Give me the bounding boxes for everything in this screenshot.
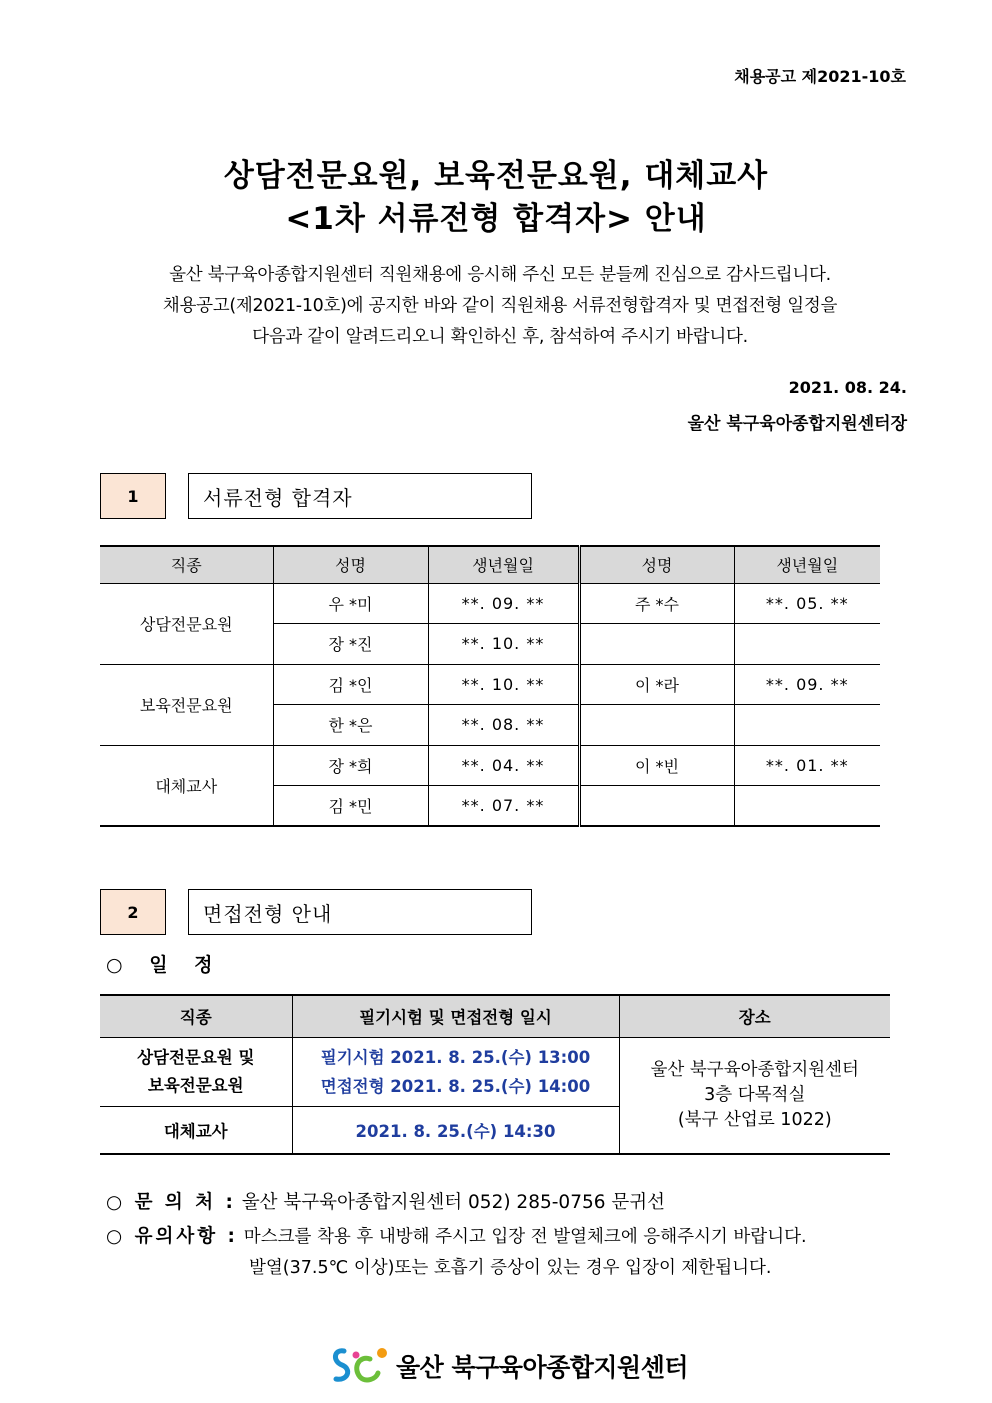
applicant-name: 장 *희 <box>273 745 428 786</box>
birth-date: **. 10. ** <box>428 624 579 665</box>
intro-line: 다음과 같이 알려드리오니 확인하신 후, 참석하여 주시기 바랍니다. <box>252 327 748 347</box>
center-logo-text: 울산 북구육아종합지원센터 <box>396 1353 689 1382</box>
column-header: 직종 <box>100 995 292 1037</box>
precautions-line: 발열(37.5℃ 이상)또는 호흡기 증상이 있는 경우 입장이 제한됩니다. <box>249 1258 772 1278</box>
column-header: 직종 <box>100 546 273 583</box>
table-row <box>100 745 880 786</box>
schedule-time <box>292 1037 619 1106</box>
written-test-time: 필기시험 2021. 8. 25.(수) 13:00 <box>320 1047 591 1067</box>
job-category-line: 보육전문요원 <box>147 1075 244 1095</box>
page-subtitle: <1차 서류전형 합격자> 안내 <box>285 201 707 237</box>
birth-date <box>734 786 880 827</box>
job-category <box>100 1037 292 1106</box>
section-title: 면접전형 안내 <box>188 889 532 935</box>
schedule-label: ○ 일 정 <box>106 954 223 976</box>
table-header-row <box>100 546 880 583</box>
contact-value: 울산 북구육아종합지원센터 052) 285-0756 문귀선 <box>241 1192 665 1213</box>
venue-line: 3층 다목적실 <box>704 1084 806 1105</box>
contact-label: ○ 문 의 처 : <box>106 1192 236 1213</box>
contact-info <box>106 1188 665 1214</box>
precautions <box>106 1222 807 1248</box>
intro-line: 채용공고(제2021-10호)에 공지한 바와 같이 직원채용 서류전형합격자 및 면접전형 일정을 <box>162 296 838 316</box>
applicant-name <box>579 624 734 665</box>
column-header: 성명 <box>579 546 734 583</box>
job-category-line: 상담전문요원 및 <box>137 1047 255 1067</box>
applicant-name: 우 *미 <box>273 583 428 624</box>
issuer: 울산 북구육아종합지원센터장 <box>687 414 907 434</box>
venue-line: 울산 북구육아종합지원센터 <box>650 1059 859 1080</box>
venue <box>619 1037 890 1154</box>
column-header: 성명 <box>273 546 428 583</box>
column-header: 생년월일 <box>734 546 880 583</box>
column-header: 생년월일 <box>428 546 579 583</box>
birth-date: **. 08. ** <box>428 705 579 746</box>
interview-time: 면접전형 2021. 8. 25.(수) 14:00 <box>320 1076 591 1096</box>
job-category: 대체교사 <box>100 1106 292 1154</box>
interview-schedule-table <box>100 994 890 1155</box>
venue-line: (북구 산업로 1022) <box>677 1109 832 1130</box>
table-row <box>100 583 880 624</box>
precautions-line: 마스크를 착용 후 내방해 주시고 입장 전 발열체크에 응해주시기 바랍니다. <box>243 1227 807 1247</box>
notice-number: 채용공고 제2021-10호 <box>734 67 906 86</box>
page-title: 상담전문요원, 보육전문요원, 대체교사 <box>223 158 769 194</box>
table-row <box>100 664 880 705</box>
applicant-name: 한 *은 <box>273 705 428 746</box>
intro-paragraph <box>0 260 992 353</box>
applicant-name: 김 *민 <box>273 786 428 827</box>
birth-date: **. 07. ** <box>428 786 579 827</box>
applicant-name: 장 *진 <box>273 624 428 665</box>
column-header: 장소 <box>619 995 890 1037</box>
birth-date: **. 04. ** <box>428 745 579 786</box>
birth-date: **. 09. ** <box>428 583 579 624</box>
job-category: 대체교사 <box>100 745 273 826</box>
intro-line: 울산 북구육아종합지원센터 직원채용에 응시해 주신 모든 분들께 진심으로 감사드립니다. <box>169 265 831 285</box>
table-row <box>100 1037 890 1106</box>
birth-date: **. 09. ** <box>734 664 880 705</box>
birth-date <box>734 624 880 665</box>
table-header-row <box>100 995 890 1037</box>
center-logo <box>330 1345 688 1387</box>
applicant-name <box>579 705 734 746</box>
birth-date: **. 10. ** <box>428 664 579 705</box>
issue-date: 2021. 08. 24. <box>788 378 907 397</box>
birth-date: **. 01. ** <box>734 745 880 786</box>
precautions-label: ○ 유의사항 : <box>106 1226 238 1247</box>
document-pass-table <box>100 545 880 827</box>
job-category: 상담전문요원 <box>100 583 273 664</box>
applicant-name: 주 *수 <box>579 583 734 624</box>
schedule-time: 2021. 8. 25.(수) 14:30 <box>292 1106 619 1154</box>
job-category: 보육전문요원 <box>100 664 273 745</box>
applicant-name <box>579 786 734 827</box>
column-header: 필기시험 및 면접전형 일시 <box>292 995 619 1037</box>
applicant-name: 이 *빈 <box>579 745 734 786</box>
applicant-name: 김 *인 <box>273 664 428 705</box>
applicant-name: 이 *라 <box>579 664 734 705</box>
center-logo-icon <box>330 1345 390 1387</box>
birth-date <box>734 705 880 746</box>
section-title: 서류전형 합격자 <box>188 473 532 519</box>
section-number: 1 <box>100 473 166 519</box>
birth-date: **. 05. ** <box>734 583 880 624</box>
section-number: 2 <box>100 889 166 935</box>
